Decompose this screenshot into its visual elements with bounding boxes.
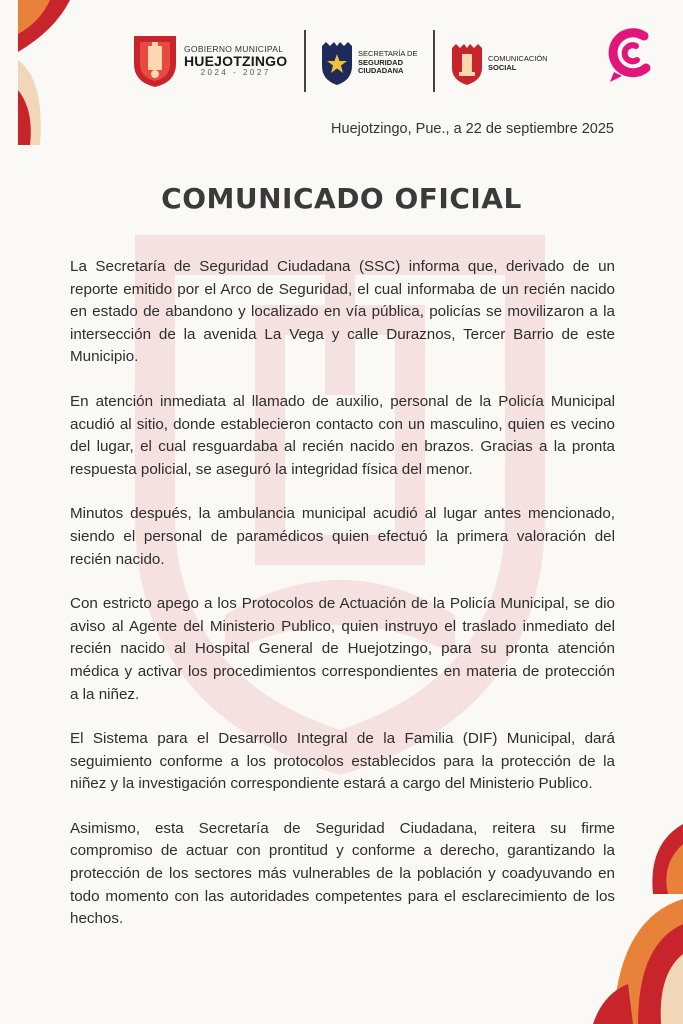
page-title: COMUNICADO OFICIAL xyxy=(161,182,522,215)
logo2-line3: CIUDADANA xyxy=(358,66,404,76)
tower-shield-icon xyxy=(450,42,484,86)
paragraph-2: En atención inmediata al llamado de auxilio, personal de la Policía Municipal acudió al sitio, donde establecieron contacto con un masculino, quien es vecino del lugar, el cual resguardaba al recién nacido en brazos. Gracias a la pronta respuesta policial, se aseguró la integridad física del menor. xyxy=(70,392,615,478)
header xyxy=(0,30,683,94)
logo-comunicacion-social xyxy=(450,42,548,86)
paragraph-6: Asimismo, esta Secretaría de Seguridad Ciudadana, reitera su firme compromiso de actuar con prontitud y conforme a derecho, garantizando la protección de los sectores más vulnerables de la población y coadyuvando en todo momento con las autoridades competentes para el esclarecimiento de los hechos. xyxy=(70,819,615,928)
logo-seguridad-ciudadana xyxy=(320,40,417,86)
paragraph-1: La Secretaría de Seguridad Ciudadana (SSC) informa que, derivado de un reporte emitido por el Arco de Seguridad, el cual informaba de un recién nacido en estado de abandono y localizado en vía pública, policías se movilizaron a la intersección de la avenida La Vega y calle Duraznos, Tercer Barrio de este Municipio. xyxy=(70,258,615,366)
pink-c-logo-icon xyxy=(606,24,656,84)
logo1-line1: GOBIERNO MUNICIPAL xyxy=(184,44,284,54)
logo2-line1: SECRETARÍA DE xyxy=(358,49,418,59)
logo3-line1: COMUNICACIÓN xyxy=(488,54,548,64)
police-badge-icon xyxy=(320,40,354,86)
paragraph-3: Minutos después, la ambulancia municipal acudió al lugar antes mencionado, siendo el personal de paramédicos quien efectuó la primera valoración del recién nacido. xyxy=(70,505,615,568)
header-divider-1 xyxy=(304,30,306,92)
dateline: Huejotzingo, Pue., a 22 de septiembre 2025 xyxy=(331,121,614,137)
logo3-line2: SOCIAL xyxy=(488,63,517,72)
huejotzingo-shield-icon xyxy=(132,34,178,88)
paragraph-5: El Sistema para el Desarrollo Integral de la Familia (DIF) Municipal, dará seguimiento conforme a los protocolos establecidos para la protección de la niñez y la investigación correspondiente estará a cargo del Ministerio Publico. xyxy=(70,730,615,793)
logo-gobierno-municipal xyxy=(132,34,287,88)
paragraph-4: Con estricto apego a los Protocolos de Actuación de la Policía Municipal, se dio aviso al Agente del Ministerio Publico, quien instruyo el traslado inmediato del recién nacido al Hospital General de Huejotzingo, para su pronta atención médica y activar los procedimientos correspondientes en materia de protección a la niñez. xyxy=(70,595,615,703)
logo2-line2: SEGURIDAD xyxy=(358,57,404,67)
logo1-line3: 2024 - 2027 xyxy=(200,67,271,77)
communique-body xyxy=(70,256,615,953)
logo1-line2: HUEJOTZINGO xyxy=(184,52,288,69)
header-divider-2 xyxy=(433,30,435,92)
